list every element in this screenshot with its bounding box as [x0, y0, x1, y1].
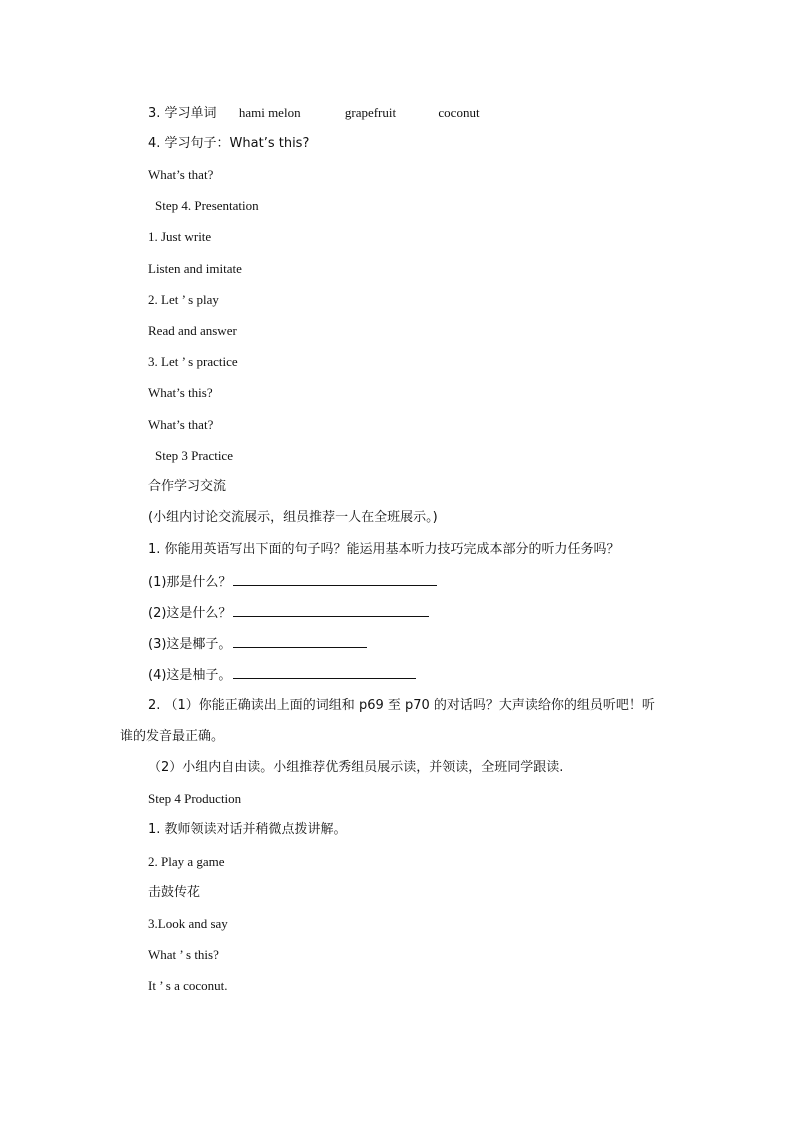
exercise-item-4 — [148, 665, 416, 685]
line-whats-this-2: What ’ s this? — [148, 947, 219, 962]
line-learn-words — [148, 104, 480, 123]
answer-blank-4[interactable] — [233, 665, 416, 679]
line-listen-imitate: Listen and imitate — [148, 261, 242, 276]
line-look-say: 3.Look and say — [148, 916, 228, 931]
line-whats-that-1: What’s that? — [148, 167, 214, 182]
answer-blank-2[interactable] — [233, 603, 429, 617]
line-teacher-reading: 1. 教师领读对话并稍微点拨讲解。 — [148, 822, 347, 837]
line-lets-practice: 3. Let ’ s practice — [148, 354, 238, 369]
exercise-1-label: (1)那是什么？ — [148, 575, 232, 590]
word-hami-melon: hami melon — [238, 105, 301, 120]
learn-words-prefix: 3. 学习单词 — [148, 106, 217, 121]
heading-step4-production: Step 4 Production — [148, 791, 242, 806]
exercise-3-label: (3)这是椰子。 — [148, 637, 232, 652]
heading-step4-presentation: Step 4. Presentation — [155, 198, 259, 213]
word-grapefruit: grapefruit — [344, 105, 397, 120]
line-learn-sentences: 4. 学习句子：What’s this? — [148, 136, 310, 151]
line-question-2a: 2. （1）你能正确读出上面的词组和 p69 至 p70 的对话吗？大声读给你的组员听吧！听 — [148, 698, 655, 713]
line-question-2b: 谁的发音最正确。 — [120, 729, 225, 744]
line-play-game: 2. Play a game — [148, 854, 225, 869]
line-lets-play: 2. Let ’ s play — [148, 292, 219, 307]
line-question-1: 1. 你能用英语写出下面的句子吗？能运用基本听力技巧完成本部分的听力任务吗？ — [148, 542, 620, 557]
answer-blank-1[interactable] — [233, 572, 437, 586]
exercise-2-label: (2)这是什么？ — [148, 606, 232, 621]
line-cooperative-learning: 合作学习交流 — [148, 479, 227, 494]
heading-step3-practice: Step 3 Practice — [155, 448, 233, 463]
line-just-write: 1. Just write — [148, 229, 212, 244]
line-free-reading: （2）小组内自由读。小组推荐优秀组员展示读，并领读，全班同学跟读. — [148, 760, 564, 775]
line-pass-flower-game: 击鼓传花 — [148, 885, 201, 900]
line-whats-this-1: What’s this? — [148, 385, 213, 400]
line-whats-that-2: What’s that? — [148, 417, 214, 432]
exercise-4-label: (4)这是柚子。 — [148, 668, 232, 683]
line-group-discussion: (小组内讨论交流展示，组员推荐一人在全班展示。) — [148, 510, 438, 525]
line-its-coconut: It ’ s a coconut. — [148, 978, 228, 993]
exercise-item-2 — [148, 603, 429, 623]
answer-blank-3[interactable] — [233, 634, 367, 648]
exercise-item-3 — [148, 634, 367, 654]
line-read-answer: Read and answer — [148, 323, 237, 338]
word-coconut: coconut — [438, 105, 480, 120]
exercise-item-1 — [148, 572, 437, 592]
